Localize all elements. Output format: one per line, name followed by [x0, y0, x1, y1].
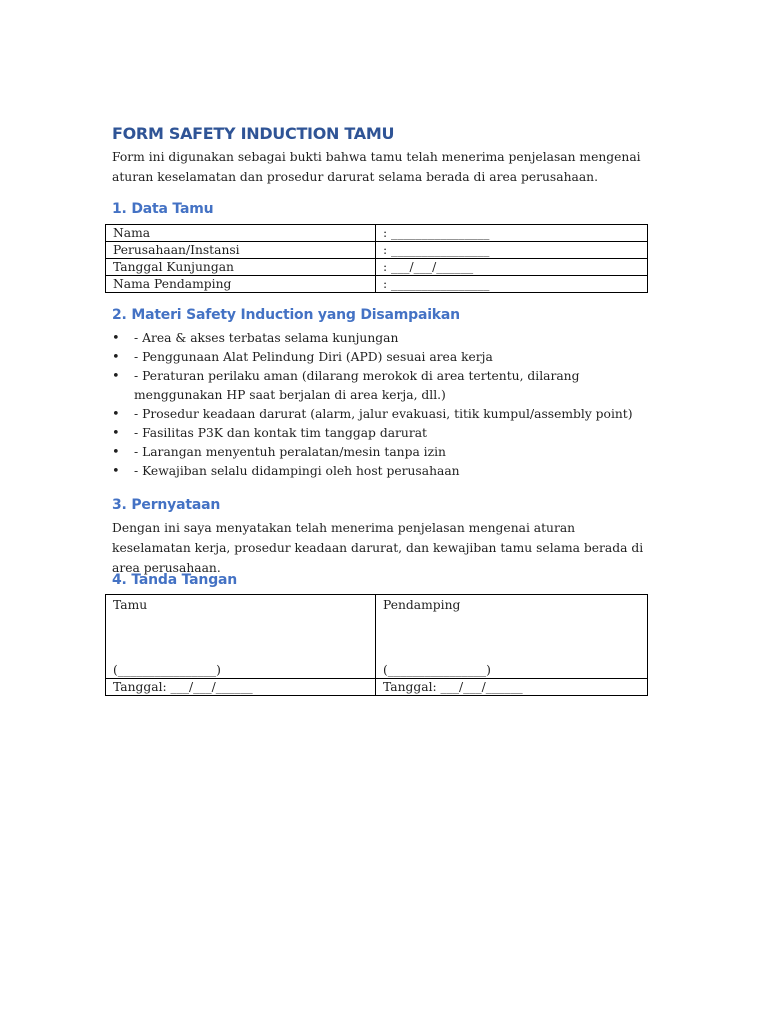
- list-item: [112, 462, 652, 481]
- guest-data-row: [106, 225, 648, 242]
- signature-table: [105, 594, 648, 696]
- list-item: [112, 348, 652, 367]
- list-item-text: - Penggunaan Alat Pelindung Diri (APD) sesuai area kerja: [134, 350, 493, 364]
- companion-date-cell[interactable]: Tanggal: ___/___/______: [376, 679, 648, 696]
- list-item-text: - Kewajiban selalu didampingi oleh host perusahaan: [134, 464, 460, 478]
- guest-data-value[interactable]: : ___/___/______: [376, 259, 648, 276]
- guest-signature-line: (________________): [113, 663, 221, 677]
- list-item: [112, 443, 652, 462]
- guest-signature-label: Tamu: [113, 598, 148, 612]
- signature-date-row: [106, 679, 648, 696]
- form-title: FORM SAFETY INDUCTION TAMU: [112, 124, 395, 143]
- section-heading-pernyataan: 3. Pernyataan: [112, 497, 221, 513]
- guest-data-row: [106, 242, 648, 259]
- guest-data-label: Perusahaan/Instansi: [106, 242, 376, 259]
- list-item: [112, 424, 652, 443]
- guest-data-label: Tanggal Kunjungan: [106, 259, 376, 276]
- guest-data-label: Nama Pendamping: [106, 276, 376, 293]
- bullet-icon: •: [112, 369, 120, 384]
- list-item-text: - Peraturan perilaku aman (dilarang merokok di area tertentu, dilarang menggunakan HP saat berjalan di area kerja, dll.): [134, 369, 580, 402]
- bullet-icon: •: [112, 426, 120, 441]
- list-item-text: - Fasilitas P3K dan kontak tim tanggap darurat: [134, 426, 427, 440]
- induction-topics-list: [112, 329, 652, 481]
- guest-data-value[interactable]: : ________________: [376, 242, 648, 259]
- companion-signature-line: (________________): [383, 663, 491, 677]
- list-item-text: - Larangan menyentuh peralatan/mesin tanpa izin: [134, 445, 446, 459]
- list-item: [112, 329, 652, 348]
- section-heading-materi: 2. Materi Safety Induction yang Disampaikan: [112, 307, 460, 323]
- guest-date-cell[interactable]: Tanggal: ___/___/______: [106, 679, 376, 696]
- intro-paragraph: Form ini digunakan sebagai bukti bahwa tamu telah menerima penjelasan mengenai aturan keselamatan dan prosedur darurat selama berada di area perusahaan.: [112, 150, 641, 184]
- bullet-icon: •: [112, 464, 120, 479]
- guest-data-value[interactable]: : ________________: [376, 225, 648, 242]
- statement-paragraph: Dengan ini saya menyatakan telah menerima penjelasan mengenai aturan keselamatan kerja, prosedur keadaan darurat, dan kewajiban tamu selama berada di area perusahaan.: [112, 521, 644, 575]
- signature-row: [106, 595, 648, 679]
- guest-data-row: [106, 259, 648, 276]
- list-item: [112, 367, 652, 405]
- section-heading-data-tamu: 1. Data Tamu: [112, 201, 214, 217]
- list-item-text: - Prosedur keadaan darurat (alarm, jalur evakuasi, titik kumpul/assembly point): [134, 407, 633, 421]
- list-item: [112, 405, 652, 424]
- list-item-text: - Area & akses terbatas selama kunjungan: [134, 331, 399, 345]
- bullet-icon: •: [112, 445, 120, 460]
- guest-data-value[interactable]: : ________________: [376, 276, 648, 293]
- section-heading-tanda-tangan: 4. Tanda Tangan: [112, 572, 238, 588]
- bullet-icon: •: [112, 331, 120, 346]
- companion-signature-cell[interactable]: [376, 595, 648, 679]
- guest-data-table: [105, 224, 648, 293]
- guest-data-row: [106, 276, 648, 293]
- guest-signature-cell[interactable]: [106, 595, 376, 679]
- bullet-icon: •: [112, 407, 120, 422]
- guest-data-label: Nama: [106, 225, 376, 242]
- bullet-icon: •: [112, 350, 120, 365]
- form-content: [112, 124, 652, 694]
- companion-signature-label: Pendamping: [383, 598, 461, 612]
